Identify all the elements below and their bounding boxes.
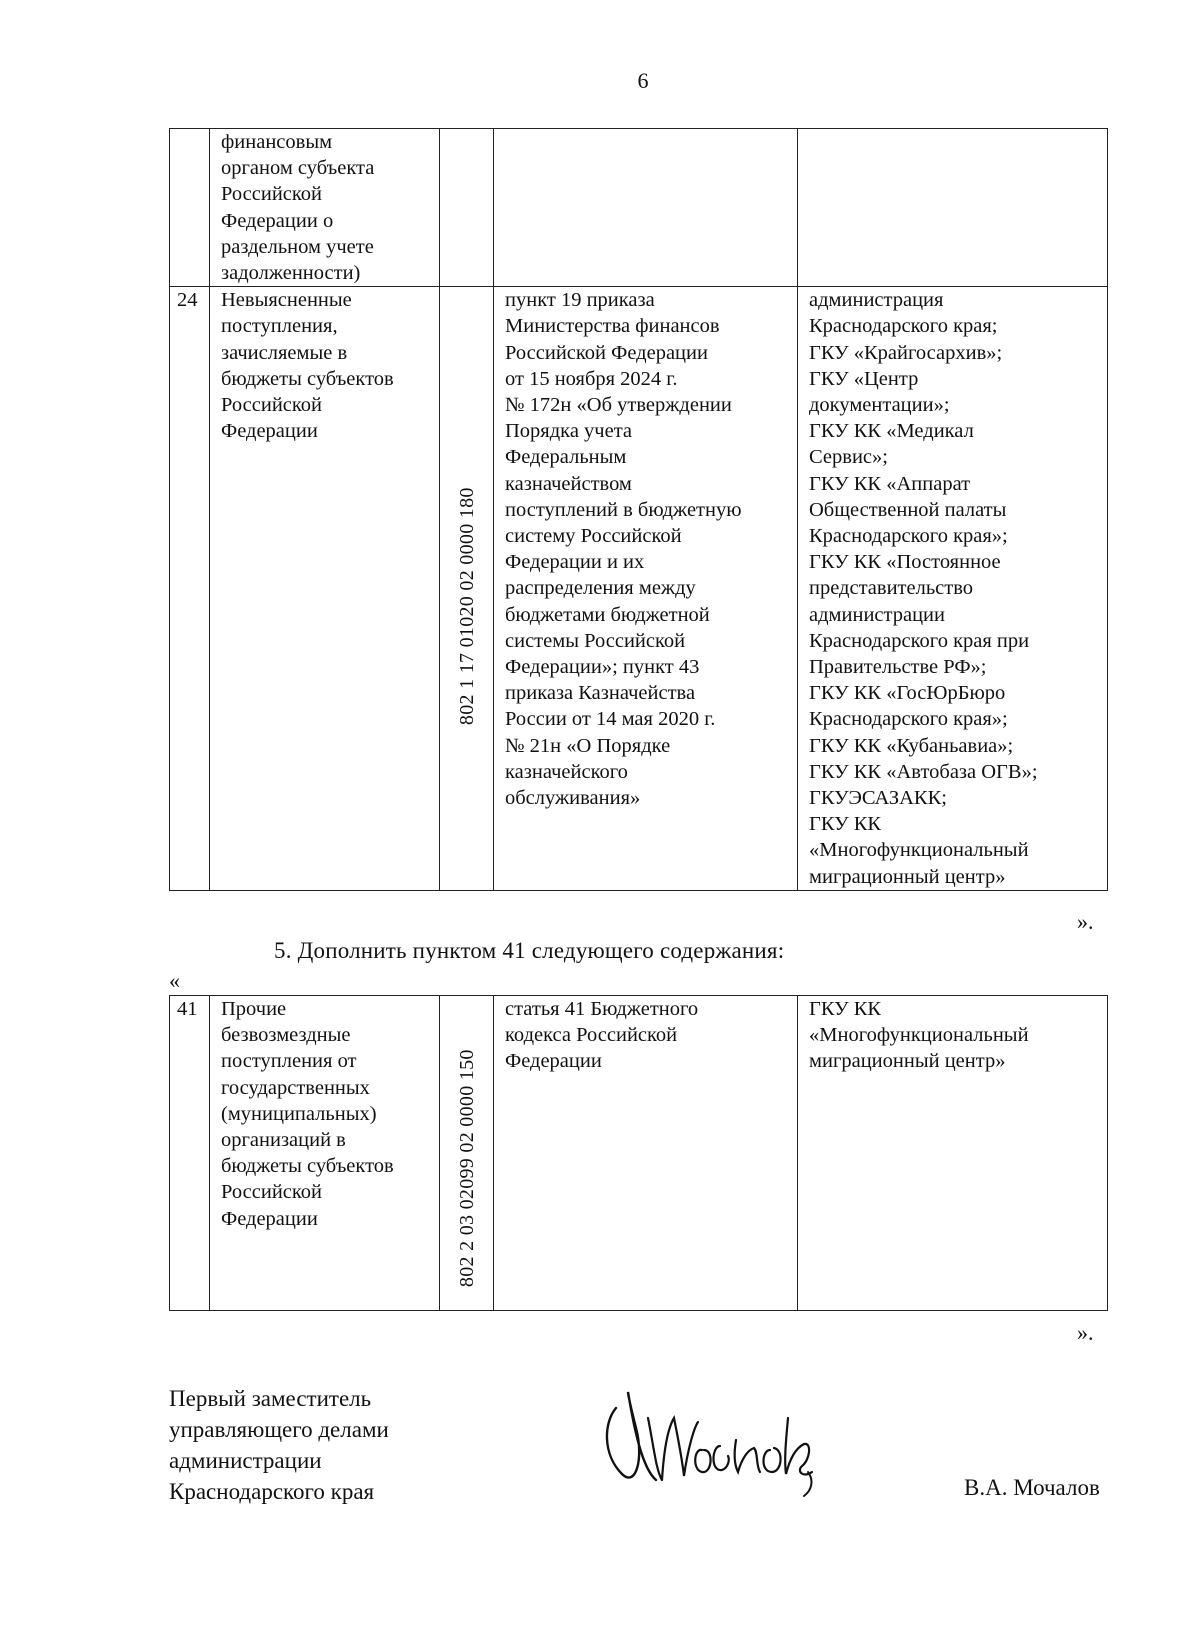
text-line: Краснодарского края»; [809, 708, 1008, 731]
handwritten-signature [598, 1388, 848, 1498]
text-line: безвозмездные [221, 1024, 351, 1047]
text-line: казначейского [505, 760, 628, 783]
text-line: ГКУ «Крайгосархив»; [809, 341, 1003, 364]
text-line: финансовым [221, 131, 333, 153]
text-line: «Многофункциональный [809, 839, 1029, 862]
text-line: России от 14 мая 2020 г. [505, 708, 716, 731]
row-number [170, 129, 210, 287]
text-line: Краснодарского края [169, 1479, 375, 1504]
text-line: управляющего делами [169, 1417, 389, 1442]
text-line: Федерации и их [505, 551, 645, 574]
closing-quote: ». [1077, 909, 1094, 934]
administrators [798, 996, 1108, 1311]
text-line: поступления от [221, 1050, 357, 1073]
text-line: Федерации о [221, 209, 334, 232]
income-table-addition [169, 995, 1108, 1311]
item-heading: 5. Дополнить пунктом 41 следующего содержания: [274, 938, 785, 963]
text-line: ГКУ КК «Кубаньавиа»; [809, 734, 1014, 757]
text-line: Министерства финансов [505, 315, 720, 338]
income-code [440, 996, 494, 1311]
text-line: Краснодарского края»; [809, 525, 1008, 548]
closing-quote: ». [1077, 1320, 1094, 1345]
table-row [170, 287, 1108, 891]
text-line: статья 41 Бюджетного [505, 998, 699, 1020]
text-line: администрация [809, 289, 944, 312]
text-line: ГКУ КК «ГосЮрБюро [809, 682, 1006, 705]
text-line: бюджеты субъектов [221, 1155, 394, 1178]
text-line: Федерации [505, 1050, 602, 1073]
text-line: Общественной палаты [809, 498, 1007, 521]
signer-position [169, 1383, 389, 1507]
text-line: систему Российской [505, 525, 682, 548]
signer-name: В.А. Мочалов [964, 1475, 1100, 1500]
text-line: зачисляемые в [221, 341, 348, 364]
text-line: приказа Казначейства [505, 682, 696, 705]
opening-quote: « [169, 968, 180, 993]
text-line: ГКУ «Центр [809, 367, 919, 390]
text-line: ГКУ КК «Автобаза ОГВ»; [809, 760, 1038, 783]
text-line: органом субъекта [221, 157, 375, 180]
text-line: Федерации»; пункт 43 [505, 656, 700, 679]
text-line: раздельном учете [221, 235, 374, 258]
text-line: Российской [221, 183, 323, 206]
text-line: поступлений в бюджетную [505, 498, 742, 521]
text-line: поступления, [221, 315, 338, 338]
text-line: пункт 19 приказа [505, 289, 655, 312]
text-line: обслуживания» [505, 787, 641, 810]
income-name [210, 129, 440, 287]
budget-classification-code: 802 1 17 01020 02 0000 180 [455, 487, 478, 726]
text-line: Российской [221, 1181, 323, 1204]
legal-basis [494, 129, 798, 287]
table-row [170, 996, 1108, 1311]
income-code [440, 287, 494, 891]
table-row [170, 129, 1108, 287]
text-line: Краснодарского края; [809, 315, 998, 338]
text-line: Невыясненные [221, 289, 352, 312]
text-line: Федерации [221, 420, 318, 443]
text-line: ГКУ КК [809, 998, 882, 1020]
text-line: кодекса Российской [505, 1024, 678, 1047]
text-line: ГКУ КК «Медикал [809, 420, 974, 443]
text-line: организаций в [221, 1129, 346, 1152]
text-line: системы Российской [505, 629, 686, 652]
text-line: ГКУ КК «Аппарат [809, 472, 971, 495]
legal-basis [494, 996, 798, 1311]
text-line: бюджеты субъектов [221, 367, 394, 390]
text-line: администрации [809, 603, 945, 626]
text-line: ГКУ КК [809, 813, 882, 836]
text-line: № 21н «О Порядке [505, 734, 671, 757]
administrators [798, 287, 1108, 891]
text-line: бюджетами бюджетной [505, 603, 710, 626]
legal-basis [494, 287, 798, 891]
text-line: Правительстве РФ»; [809, 656, 987, 679]
text-line: Первый заместитель [169, 1386, 372, 1411]
text-line: документации»; [809, 394, 950, 417]
text-line: ГКУ КК «Постоянное [809, 551, 1001, 574]
text-line: от 15 ноября 2024 г. [505, 367, 678, 390]
text-line: «Многофункциональный [809, 1024, 1029, 1047]
income-name [210, 996, 440, 1311]
text-line: распределения между [505, 577, 696, 600]
page-number: 6 [637, 68, 649, 93]
text-line: ГКУЭСАЗАКК; [809, 787, 947, 810]
text-line: Прочие [221, 998, 287, 1020]
text-line: Порядка учета [505, 420, 633, 443]
text-line: Краснодарского края при [809, 629, 1030, 652]
text-line: миграционный центр» [809, 865, 1006, 888]
row-number: 41 [170, 996, 210, 1311]
text-line: государственных [221, 1076, 370, 1099]
text-line: представительство [809, 577, 974, 600]
text-line: (муниципальных) [221, 1102, 377, 1125]
income-table-continued [169, 128, 1108, 891]
text-line: Федеральным [505, 446, 627, 469]
income-name [210, 287, 440, 891]
income-code [440, 129, 494, 287]
budget-classification-code: 802 2 03 02099 02 0000 150 [455, 1049, 478, 1288]
text-line: казначейством [505, 472, 632, 495]
administrators [798, 129, 1108, 287]
text-line: Российской Федерации [505, 341, 708, 364]
text-line: № 172н «Об утверждении [505, 394, 732, 417]
text-line: Федерации [221, 1207, 318, 1230]
text-line: администрации [169, 1448, 322, 1473]
text-line: Сервис»; [809, 446, 888, 469]
text-line: задолженности) [221, 262, 361, 285]
row-number: 24 [170, 287, 210, 891]
text-line: Российской [221, 394, 323, 417]
text-line: миграционный центр» [809, 1050, 1006, 1073]
